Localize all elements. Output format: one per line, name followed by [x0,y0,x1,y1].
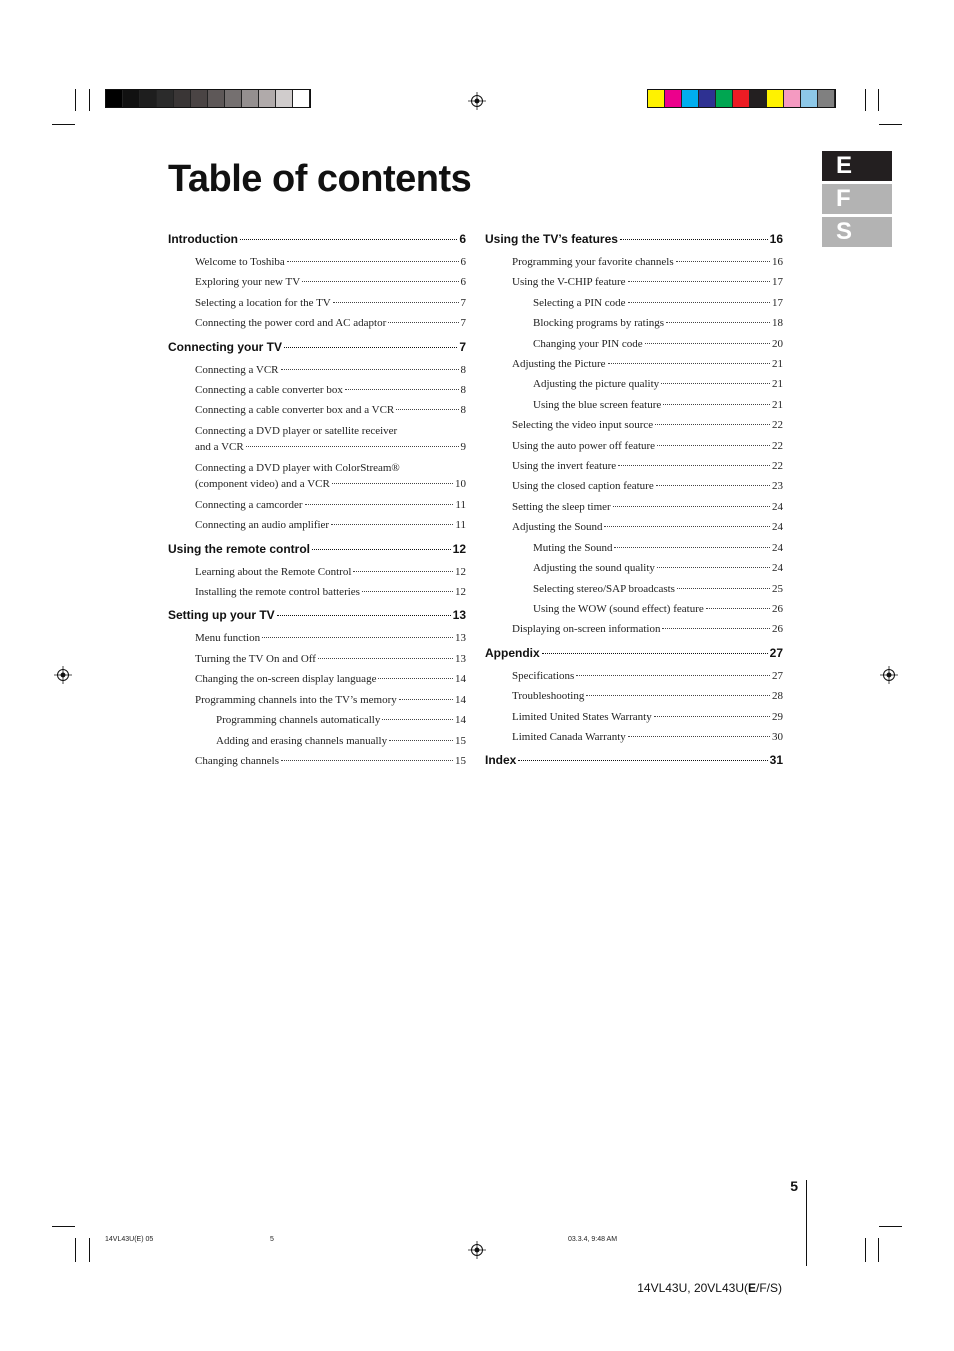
toc-label: Using the auto power off feature [512,439,656,452]
dot-leader [613,506,770,507]
toc-page-number: 21 [772,358,783,371]
toc-item[interactable] [485,456,783,476]
toc-label: Connecting an audio amplifier [195,519,330,532]
color-swatch [818,90,835,107]
toc-item[interactable] [168,515,466,535]
toc-right-column [485,226,783,773]
toc-page-number: 12 [455,565,466,578]
dot-leader [284,347,457,348]
toc-page-number: 7 [459,339,466,354]
dot-leader [656,485,770,486]
dot-leader [706,608,770,609]
toc-label: Using the closed caption feature [512,480,654,493]
toc-page-number: 8 [460,363,466,376]
toc-item[interactable] [485,334,783,354]
toc-page-number: 18 [772,317,783,330]
language-tab: S [822,217,892,247]
dot-leader [302,281,458,282]
toc-label: Using the invert feature [512,460,617,473]
color-swatch [750,90,767,107]
footer-timestamp: 03.3.4, 9:48 AM [568,1236,618,1243]
dot-leader [345,389,459,390]
toc-page-number: 7 [460,296,466,309]
color-swatch [665,90,682,107]
toc-item[interactable] [168,582,466,602]
toc-item[interactable] [485,497,783,517]
toc-item[interactable] [485,436,783,456]
dot-leader [399,699,453,700]
dot-leader [305,504,454,505]
registration-mark-icon [468,92,486,110]
toc-page-number: 27 [772,669,783,682]
dot-leader [576,675,770,676]
dot-leader [287,261,459,262]
registration-mark-icon [468,1241,486,1259]
toc-label: Using the blue screen feature [533,398,662,411]
grayscale-calibration-bar [105,89,311,108]
toc-page-number: 27 [769,645,783,660]
language-tab: F [822,184,892,214]
dot-leader [332,483,453,484]
dot-leader [353,571,453,572]
toc-item[interactable] [168,751,466,771]
toc-label: Using the WOW (sound effect) feature [533,602,704,615]
toc-page-number: 30 [772,730,783,743]
dot-leader [645,343,770,344]
toc-item[interactable] [168,690,466,710]
toc-page-number: 12 [455,586,466,599]
dot-leader [614,547,770,548]
toc-item-last-line [195,439,466,456]
toc-label: Setting the sleep timer [512,500,611,513]
toc-item[interactable] [485,476,783,496]
page-title: Table of contents [168,158,472,200]
dot-leader [318,658,453,659]
dot-leader [362,591,453,592]
toc-page-number: 8 [460,404,466,417]
toc-page-number: 14 [455,714,466,727]
toc-label: Adjusting the sound quality [533,562,655,575]
toc-item[interactable] [168,710,466,730]
toc-item-last-line [195,476,466,493]
toc-page-number: 22 [772,419,783,432]
toc-page-number: 29 [772,710,783,723]
dot-leader [246,446,459,447]
toc-label: Programming your favorite channels [512,256,674,268]
toc-label: Troubleshooting [512,690,585,703]
toc-page-number: 16 [772,256,783,268]
page-divider-line [806,1180,807,1266]
dot-leader [677,588,770,589]
toc-page-number: 11 [455,498,466,511]
toc-item[interactable] [168,628,466,648]
toc-page-number: 6 [459,232,466,246]
toc-item[interactable] [485,599,783,619]
toc-section[interactable] [168,228,466,250]
toc-item[interactable] [485,619,783,639]
toc-item[interactable] [485,272,783,292]
dot-leader [277,615,451,616]
toc-item[interactable] [485,293,783,313]
toc-label: Connecting a VCR [195,363,279,376]
dot-leader [262,637,453,638]
toc-item[interactable] [168,562,466,582]
toc-label: Using the V-CHIP feature [512,276,626,289]
toc-item[interactable] [168,731,466,751]
dot-leader [382,719,453,720]
toc-page-number: 17 [772,276,783,289]
toc-label: Adding and erasing channels manually [216,734,388,747]
toc-label: Connecting a cable converter box [195,384,343,397]
toc-label: Programming channels automatically [216,714,381,727]
toc-page-number: 15 [455,734,466,747]
toc-label: Installing the remote control batteries [195,586,360,599]
toc-item[interactable] [168,360,466,380]
toc-label: Limited Canada Warranty [512,730,626,743]
color-swatch [174,90,191,107]
toc-item[interactable] [168,458,466,495]
toc-page-number: 13 [455,652,466,665]
toc-section[interactable] [485,642,783,664]
model-number: 14VL43U, 20VL43U(E/F/S) [637,1281,782,1295]
toc-item[interactable] [168,495,466,515]
dot-leader [586,695,770,696]
toc-item[interactable] [485,415,783,435]
color-swatch [191,90,208,107]
color-swatch [242,90,259,107]
toc-item[interactable] [485,395,783,415]
toc-label: Blocking programs by ratings [533,317,665,330]
toc-label: Connecting your TV [168,339,282,354]
toc-label: Menu function [195,632,261,645]
color-calibration-bar [647,89,836,108]
toc-item-first-line: Connecting a DVD player with ColorStream® [195,461,400,474]
toc-page-number: 7 [460,317,466,330]
toc-label: Selecting a PIN code [533,296,626,309]
toc-item-first-line: Connecting a DVD player or satellite receiver [195,424,398,437]
toc-page-number: 22 [772,460,783,473]
toc-page-number: 13 [452,608,466,623]
toc-label: Adjusting the Sound [512,521,603,534]
toc-label: (component video) and a VCR [195,478,330,491]
dot-leader [657,567,770,568]
toc-label: Displaying on-screen information [512,623,661,636]
color-swatch [648,90,665,107]
toc-item[interactable] [485,666,783,686]
dot-leader [389,740,453,741]
dot-leader [655,424,770,425]
toc-page-number: 21 [772,378,783,391]
language-tabs [822,151,892,250]
toc-page-number: 14 [455,673,466,686]
toc-page-number: 6 [460,276,466,289]
dot-leader [666,322,770,323]
dot-leader [676,261,770,262]
color-swatch [682,90,699,107]
toc-item[interactable] [485,686,783,706]
dot-leader [240,239,457,240]
dot-leader [657,445,770,446]
toc-page-number: 28 [772,690,783,703]
toc-item[interactable] [168,293,466,313]
toc-page-number: 12 [452,541,466,556]
toc-label: Selecting the video input source [512,419,654,432]
toc-page-number: 31 [769,753,783,768]
toc-page-number: 20 [772,337,783,350]
toc-label: Connecting the power cord and AC adaptor [195,317,387,330]
color-swatch [801,90,818,107]
toc-label: Changing channels [195,754,280,767]
dot-leader [661,383,770,384]
toc-page-number: 10 [455,478,466,491]
toc-page-number: 22 [772,439,783,452]
toc-item[interactable] [168,421,466,458]
toc-label: Selecting a location for the TV [195,296,331,309]
toc-label: Using the TV’s features [485,232,618,246]
toc-page-number: 13 [455,632,466,645]
toc-label: Connecting a cable converter box and a VCR [195,404,395,417]
toc-item[interactable] [485,354,783,374]
toc-label: Adjusting the picture quality [533,378,660,391]
dot-leader [608,363,771,364]
toc-label: Learning about the Remote Control [195,565,352,578]
toc-page-number: 24 [772,500,783,513]
toc-label: Changing the on-screen display language [195,673,377,686]
color-swatch [106,90,123,107]
toc-item[interactable] [485,313,783,333]
page-number: 5 [790,1178,798,1194]
toc-label: Setting up your TV [168,608,275,623]
color-swatch [123,90,140,107]
toc-page-number: 24 [772,562,783,575]
dot-leader [654,716,770,717]
color-swatch [225,90,242,107]
toc-item[interactable] [485,707,783,727]
dot-leader [628,302,770,303]
dot-leader [542,653,768,654]
color-swatch [157,90,174,107]
dot-leader [663,404,770,405]
toc-section[interactable] [485,749,783,771]
color-swatch [716,90,733,107]
color-swatch [733,90,750,107]
toc-label: Selecting stereo/SAP broadcasts [533,582,675,595]
toc-item[interactable] [168,313,466,333]
dot-leader [378,678,453,679]
toc-item[interactable] [485,538,783,558]
footer-file-id: 14VL43U(E) 05 [105,1236,154,1243]
toc-label: Programming channels into the TV’s memory [195,693,397,706]
toc-label: Introduction [168,232,238,246]
toc-label: Welcome to Toshiba [195,256,285,268]
toc-page-number: 14 [455,693,466,706]
toc-item[interactable] [168,272,466,292]
dot-leader [312,549,451,550]
toc-item[interactable] [485,727,783,747]
toc-page-number: 24 [772,541,783,554]
toc-page-number: 15 [455,754,466,767]
toc-section[interactable] [168,538,466,560]
toc-page-number: 11 [455,519,466,532]
footer-sheet-number: 5 [270,1236,274,1243]
toc-label: Turning the TV On and Off [195,652,316,665]
toc-page-number: 23 [772,480,783,493]
toc-label: Limited United States Warranty [512,710,652,723]
color-swatch [208,90,225,107]
color-swatch [767,90,784,107]
toc-item[interactable] [168,669,466,689]
color-swatch [276,90,293,107]
toc-page-number: 26 [772,602,783,615]
toc-page-number: 25 [772,582,783,595]
dot-leader [518,760,767,761]
color-swatch [140,90,157,107]
registration-mark-icon [54,666,72,684]
color-swatch [293,90,310,107]
language-tab: E [822,151,892,181]
toc-page-number: 24 [772,521,783,534]
toc-page-number: 16 [769,232,783,246]
dot-leader [281,369,459,370]
dot-leader [331,524,453,525]
toc-label: Muting the Sound [533,541,613,554]
toc-label: Connecting a camcorder [195,498,303,511]
toc-section[interactable] [485,228,783,250]
toc-page-number: 21 [772,398,783,411]
toc-page-number: 6 [460,256,466,268]
color-swatch [784,90,801,107]
toc-label: Changing your PIN code [533,337,643,350]
toc-item[interactable] [168,252,466,272]
dot-leader [281,760,453,761]
toc-section[interactable] [168,604,466,626]
toc-section[interactable] [168,336,466,358]
toc-item[interactable] [168,649,466,669]
toc-label: Exploring your new TV [195,276,301,289]
toc-item[interactable] [485,558,783,578]
toc-page-number: 8 [460,384,466,397]
toc-item[interactable] [168,380,466,400]
toc-label: Using the remote control [168,541,311,556]
toc-item[interactable] [485,579,783,599]
dot-leader [628,281,770,282]
toc-page-number: 26 [772,623,783,636]
dot-leader [396,409,458,410]
toc-item[interactable] [485,252,783,272]
toc-label: and a VCR [195,441,244,454]
toc-item[interactable] [168,400,466,420]
toc-page-number: 17 [772,296,783,309]
color-swatch [699,90,716,107]
dot-leader [618,465,770,466]
toc-label: Index [485,753,517,768]
dot-leader [604,526,770,527]
toc-left-column [168,226,466,771]
color-swatch [259,90,276,107]
toc-item[interactable] [485,374,783,394]
dot-leader [628,736,770,737]
toc-label: Specifications [512,669,575,682]
toc-page-number: 9 [460,441,466,454]
dot-leader [620,239,768,240]
toc-label: Appendix [485,645,540,660]
dot-leader [388,322,458,323]
toc-item[interactable] [485,517,783,537]
toc-label: Adjusting the Picture [512,358,606,371]
registration-mark-icon [880,666,898,684]
dot-leader [662,628,770,629]
dot-leader [333,302,459,303]
